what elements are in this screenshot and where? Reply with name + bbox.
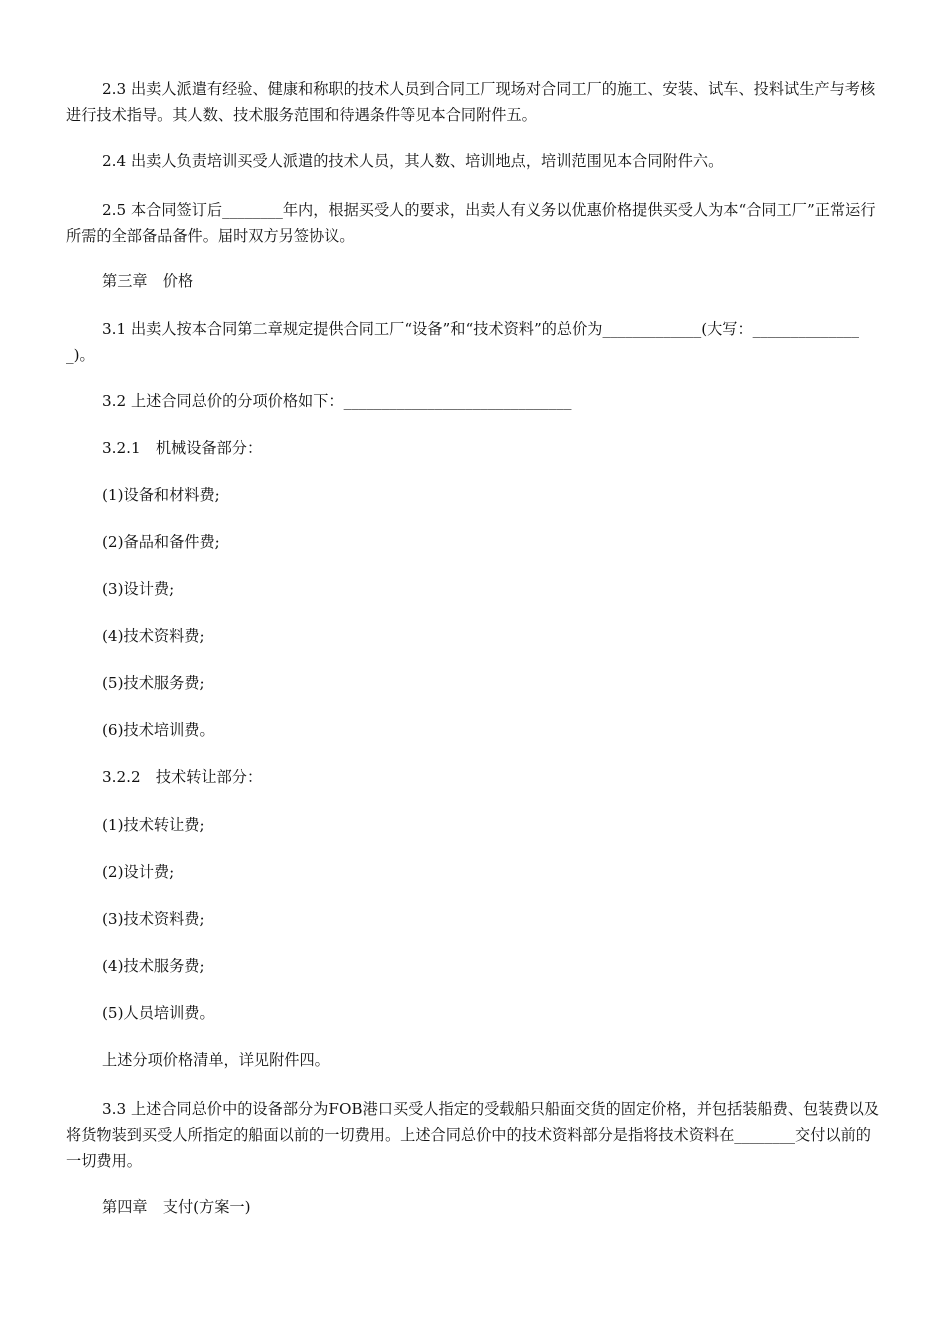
clause-3-2: 3.2 上述合同总价的分项价格如下：______________________________ xyxy=(102,392,572,410)
chapter-3-heading: 第三章 价格 xyxy=(102,272,194,290)
list-item: (6)技术培训费。 xyxy=(102,721,215,739)
list-item: (1)设备和材料费; xyxy=(102,486,220,504)
clause-2-3: 2.3 出卖人派遣有经验、健康和称职的技术人员到合同工厂现场对合同工厂的施工、安装、试车、投料试生产与考核进行技术指导。其人数、技术服务范围和待遇条件等见本合同附件五。 xyxy=(66,80,876,124)
list-item: (5)技术服务费; xyxy=(102,674,205,692)
list-item: (5)人员培训费。 xyxy=(102,1004,215,1022)
list-item: (1)技术转让费; xyxy=(102,816,205,834)
price-list-note: 上述分项价格清单，详见附件四。 xyxy=(102,1051,330,1069)
chapter-4-heading: 第四章 支付(方案一) xyxy=(102,1198,251,1216)
list-item: (3)技术资料费; xyxy=(102,910,205,928)
list-item: (4)技术服务费; xyxy=(102,957,205,975)
clause-3-2-2: 3.2.2 技术转让部分： xyxy=(102,768,263,786)
list-item: (2)设计费; xyxy=(102,863,175,881)
list-item: (2)备品和备件费; xyxy=(102,533,220,551)
list-item: (3)设计费; xyxy=(102,580,175,598)
clause-2-5: 2.5 本合同签订后________年内，根据买受人的要求，出卖人有义务以优惠价格提供买受人为本“合同工厂”正常运行所需的全部备品备件。届时双方另签协议。 xyxy=(66,201,876,245)
list-item: (4)技术资料费; xyxy=(102,627,205,645)
clause-3-3: 3.3 上述合同总价中的设备部分为FOB港口买受人指定的受载船只船面交货的固定价格，并包括装船费、包装费以及将货物装到买受人所指定的船面以前的一切费用。上述合同总价中的技术资料部分是指将技术资料在________交付以前的一切费用。 xyxy=(66,1100,879,1170)
clause-2-4: 2.4 出卖人负责培训买受人派遣的技术人员，其人数、培训地点，培训范围见本合同附件六。 xyxy=(102,152,724,170)
clause-3-1: 3.1 出卖人按本合同第二章规定提供合同工厂“设备”和“技术资料”的总价为_____________(大写：_______________)。 xyxy=(66,320,859,364)
clause-3-2-1: 3.2.1 机械设备部分： xyxy=(102,439,263,457)
